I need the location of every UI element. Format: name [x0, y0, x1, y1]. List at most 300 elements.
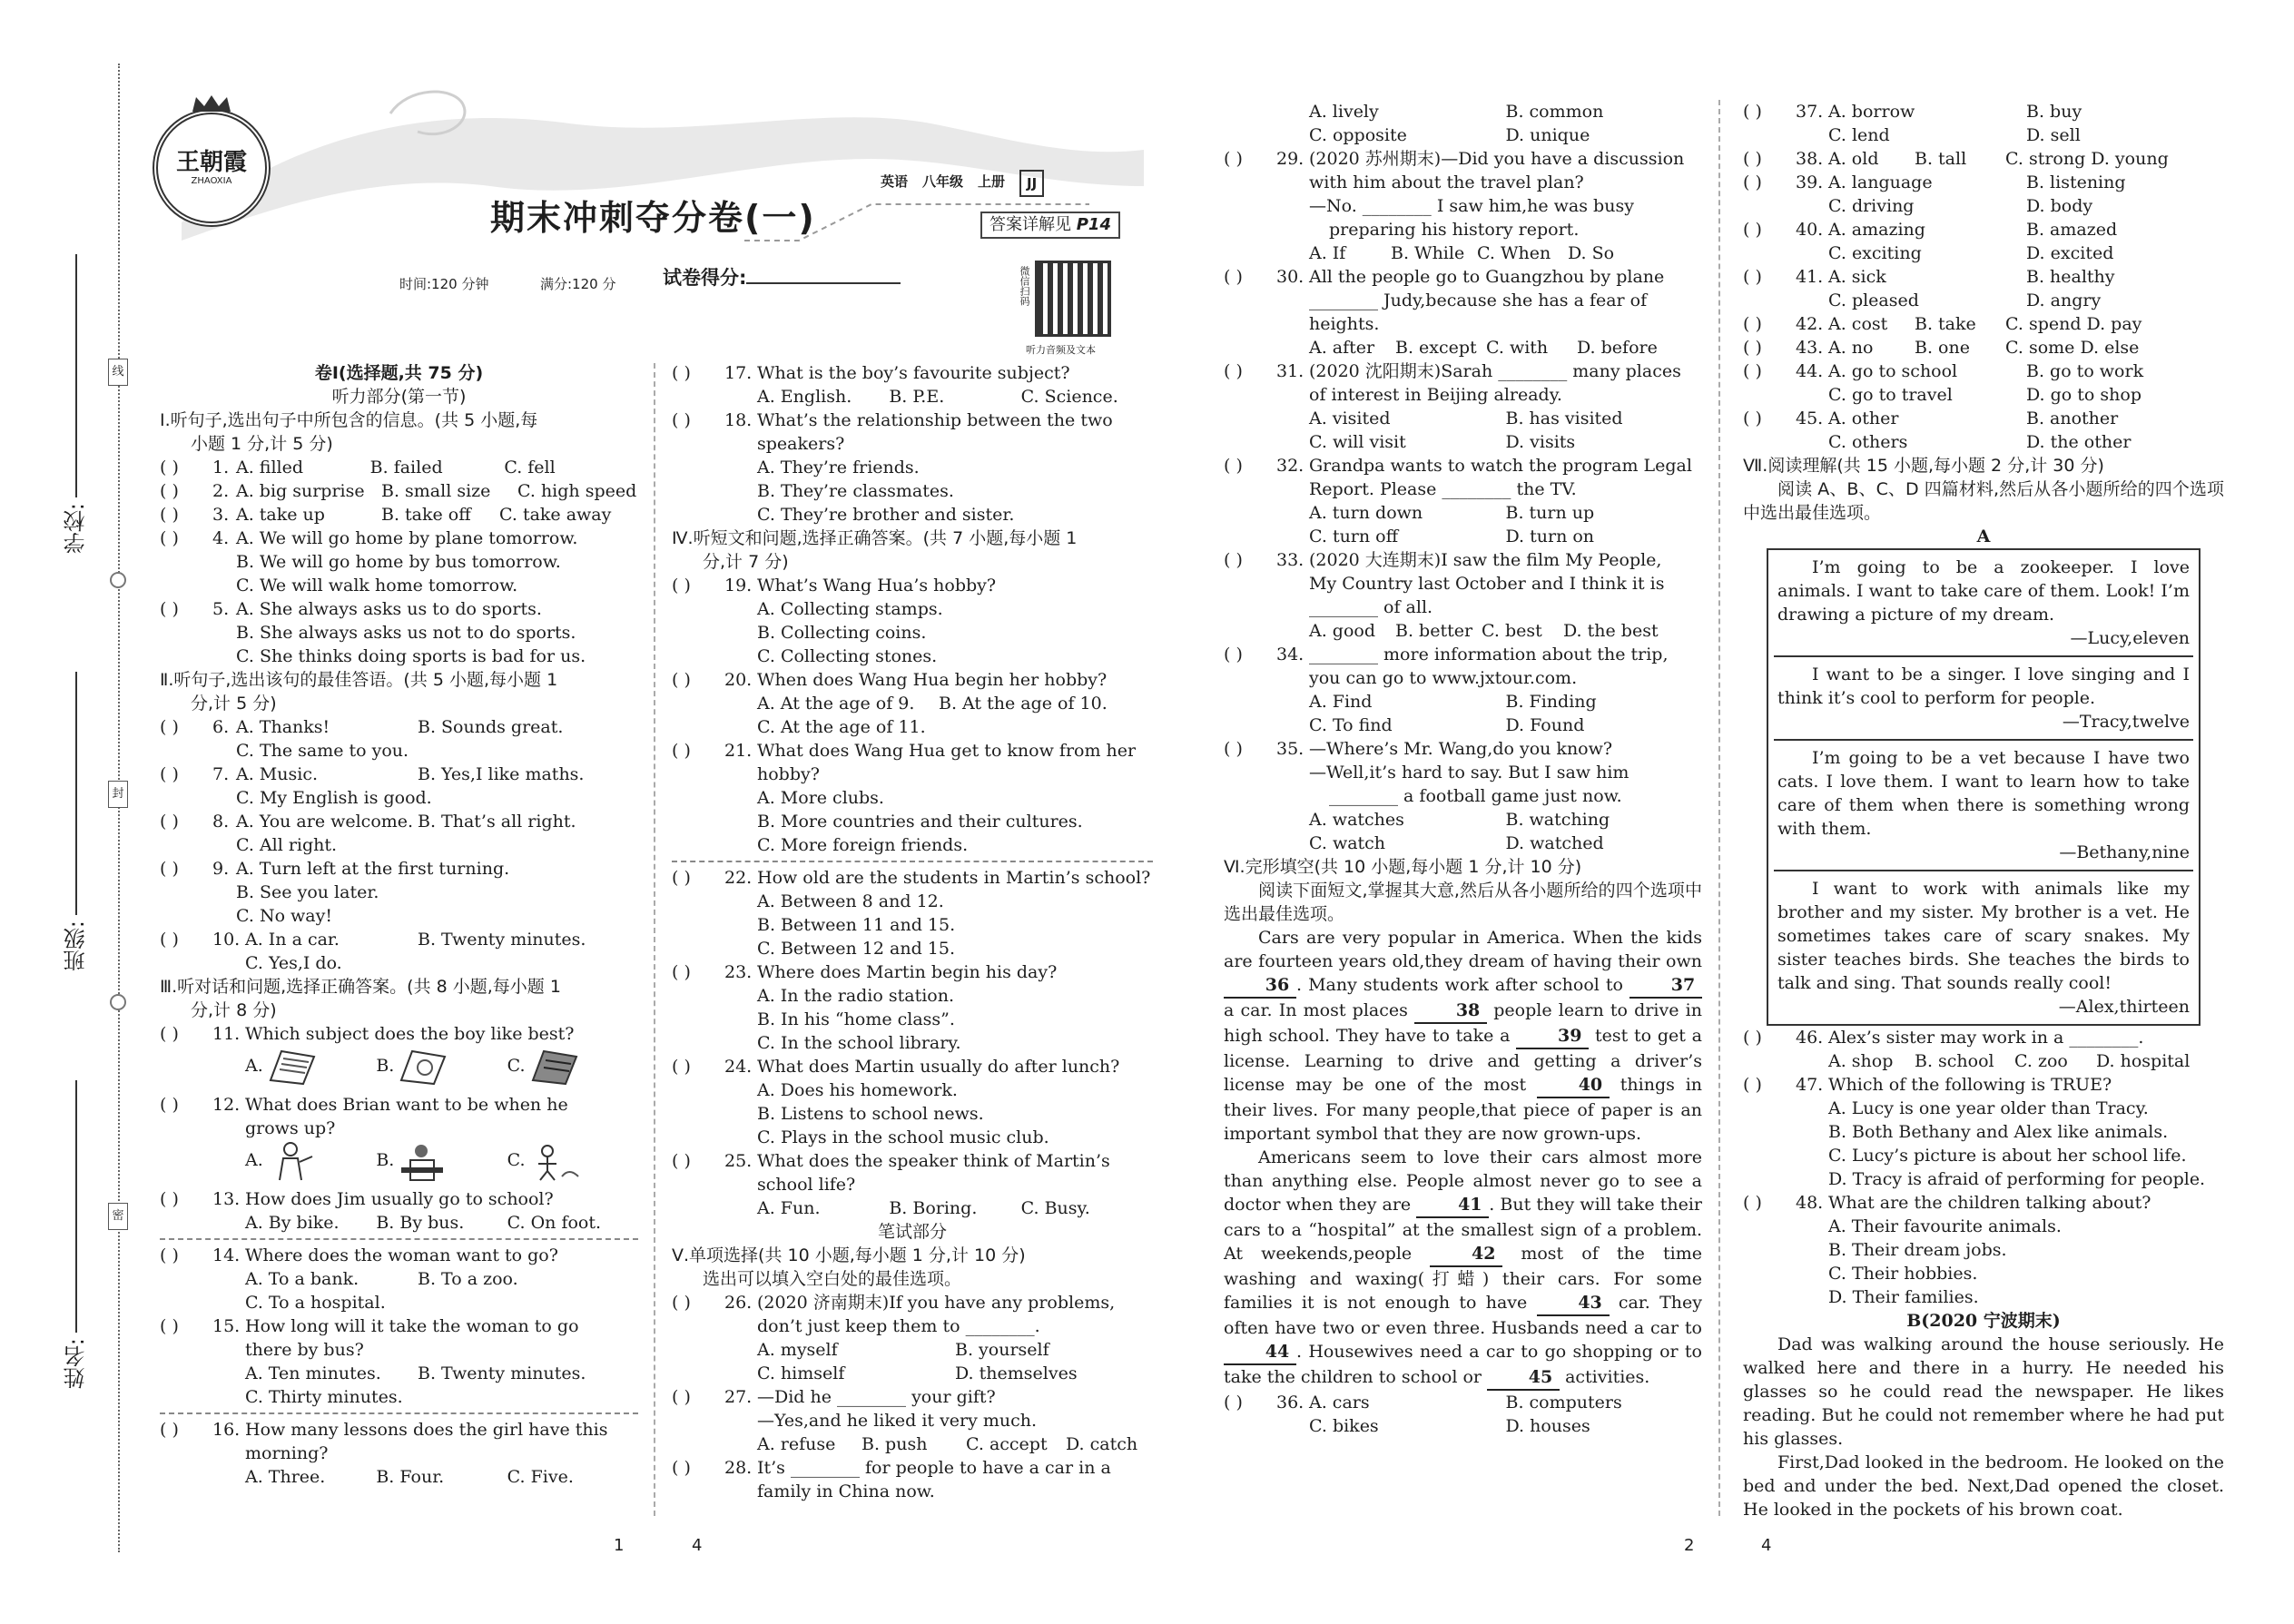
question-35[interactable] — [1224, 737, 1702, 855]
class-field[interactable] — [58, 672, 94, 971]
answer-bracket[interactable]: ( ) — [1743, 220, 1762, 240]
option-c[interactable]: C. Science. — [1020, 387, 1118, 407]
option-a[interactable]: A. You are welcome. — [236, 812, 414, 832]
question-37[interactable] — [1743, 100, 2224, 147]
option-a[interactable]: A. cost — [1828, 314, 1888, 334]
answer-bracket[interactable]: ( ) — [160, 458, 179, 477]
question-39[interactable] — [1743, 171, 2224, 218]
cloze-blank-40[interactable]: 40 — [1537, 1073, 1610, 1098]
option-b[interactable]: B. watching — [1505, 810, 1610, 830]
answer-bracket[interactable]: ( ) — [160, 930, 179, 950]
option-c[interactable]: C. More foreign friends. — [757, 835, 969, 855]
option-b[interactable]: B. take off — [381, 505, 471, 525]
answer-bracket[interactable]: ( ) — [672, 868, 691, 888]
option-a[interactable]: A. Lucy is one year older than Tracy. — [1828, 1098, 2149, 1118]
question-38[interactable] — [1743, 147, 2224, 171]
option-b[interactable]: B. That’s all right. — [418, 812, 576, 832]
option-a[interactable]: A. good — [1309, 621, 1376, 641]
question-45[interactable] — [1743, 407, 2224, 454]
question-26[interactable] — [672, 1291, 1153, 1385]
option-b[interactable]: B. listening — [2026, 172, 2126, 192]
option-b[interactable]: B. except — [1395, 338, 1477, 358]
option-d[interactable]: D. go to shop — [2026, 385, 2141, 405]
option-c[interactable]: C. lend — [1828, 125, 1890, 145]
question-10[interactable] — [160, 928, 638, 975]
answer-bracket[interactable]: ( ) — [1743, 408, 1762, 428]
answer-bracket[interactable]: ( ) — [672, 1387, 691, 1407]
answer-bracket[interactable]: ( ) — [160, 505, 179, 525]
option-c[interactable]: C. watch — [1309, 833, 1386, 853]
question-stem: It’s ________ for people to have a car in a — [757, 1458, 1111, 1478]
option-a[interactable]: A. shop — [1828, 1051, 1894, 1071]
answer-bracket[interactable]: ( ) — [160, 1024, 179, 1044]
option-d[interactable]: D. body — [2026, 196, 2093, 216]
option-d[interactable]: D. Their families. — [1828, 1287, 1979, 1307]
option-d[interactable]: D. unique — [1505, 125, 1590, 145]
option-d[interactable]: D. watched — [1505, 833, 1604, 853]
option-b[interactable]: B. amazed — [2026, 220, 2118, 240]
q-number: 5. — [212, 599, 230, 619]
option-b[interactable] — [376, 1046, 507, 1088]
option-b[interactable]: B. Yes,I like maths. — [418, 764, 585, 784]
option-d[interactable]: D. houses — [1505, 1416, 1590, 1436]
option-c[interactable]: C. take away — [499, 505, 612, 525]
option-a[interactable]: A. visited — [1309, 408, 1391, 428]
answer-bracket[interactable]: ( ) — [1743, 102, 1762, 122]
option-a[interactable]: A. Find — [1309, 692, 1373, 712]
cloze-blank-45[interactable]: 45 — [1487, 1365, 1560, 1391]
class-blank[interactable] — [75, 672, 77, 915]
answer-bracket[interactable]: ( ) — [672, 1458, 691, 1478]
question-27[interactable] — [672, 1385, 1153, 1456]
option-c[interactable]: C. When — [1477, 243, 1551, 263]
answer-bracket[interactable]: ( ) — [1224, 1393, 1243, 1412]
binding-dotted-line — [118, 64, 120, 1552]
option-a[interactable]: A. sick — [1828, 267, 1886, 287]
option-b[interactable]: B. Finding — [1505, 692, 1597, 712]
qr-label: 微信扫码 — [1019, 266, 1030, 306]
section-6-heading: Ⅵ.完形填空(共 10 小题,每小题 1 分,计 10 分) — [1224, 857, 1582, 877]
option-c[interactable]: C. Busy. — [1020, 1198, 1090, 1218]
paper-score-label — [663, 266, 901, 290]
quote-text: I’m going to be a vet because I have two cats. I love them. I want to learn how to take care of them when there is something wrong with them. — [1777, 748, 2190, 839]
option-a[interactable]: A. myself — [757, 1340, 838, 1360]
answer-bracket[interactable]: ( ) — [1224, 267, 1243, 287]
option-b[interactable]: B. small size — [381, 481, 491, 501]
option-b[interactable]: B. push — [861, 1434, 928, 1454]
answer-bracket[interactable]: ( ) — [160, 717, 179, 737]
option-a[interactable]: A. In the radio station. — [757, 986, 955, 1006]
option-a[interactable]: A. Fun. — [757, 1198, 821, 1218]
option-c[interactable]: C. At the age of 11. — [757, 717, 926, 737]
option-c[interactable] — [507, 1046, 638, 1088]
option-a[interactable]: A. no — [1828, 338, 1874, 358]
question-42[interactable] — [1743, 312, 2224, 336]
answer-bracket[interactable]: ( ) — [160, 599, 179, 619]
question-34[interactable] — [1224, 643, 1702, 737]
option-a[interactable]: A. Does his homework. — [757, 1080, 958, 1100]
question-2[interactable] — [160, 479, 638, 503]
cloze-blank-36[interactable]: 36 — [1224, 973, 1296, 999]
answer-bracket[interactable]: ( ) — [160, 1095, 179, 1115]
option-c[interactable] — [507, 1140, 638, 1187]
option-c[interactable]: C. himself — [757, 1363, 845, 1383]
answer-bracket[interactable]: ( ) — [1743, 1193, 1762, 1213]
cloze-blank-42[interactable]: 42 — [1430, 1242, 1502, 1267]
option-b[interactable]: B. To a zoo. — [418, 1269, 518, 1289]
question-20[interactable] — [672, 668, 1153, 739]
option-c[interactable]: C. My English is good. — [236, 788, 432, 808]
option-d[interactable]: D. excited — [2026, 243, 2114, 263]
answer-bracket[interactable]: ( ) — [1743, 172, 1762, 192]
question-25[interactable] — [672, 1149, 1153, 1220]
question-5[interactable] — [160, 597, 638, 668]
answer-bracket[interactable]: ( ) — [160, 528, 179, 548]
answer-bracket[interactable]: ( ) — [160, 812, 179, 832]
question-7[interactable] — [160, 763, 638, 810]
question-14[interactable] — [160, 1244, 638, 1314]
question-32[interactable] — [1224, 454, 1702, 548]
answer-bracket[interactable]: ( ) — [1743, 1075, 1762, 1095]
option-c[interactable]: C. Their hobbies. — [1828, 1264, 1978, 1284]
question-11[interactable] — [160, 1022, 638, 1093]
question-1[interactable] — [160, 456, 638, 479]
option-b[interactable]: B. common — [1505, 102, 1604, 122]
question-stem: preparing his history report. — [1329, 220, 1580, 240]
option-d[interactable]: D. catch — [1066, 1434, 1138, 1454]
option-b[interactable]: B. has visited — [1505, 408, 1623, 428]
answer-bracket[interactable]: ( ) — [160, 1245, 179, 1265]
answer-bracket[interactable]: ( ) — [1743, 338, 1762, 358]
option-b[interactable]: B. By bus. — [376, 1213, 465, 1233]
question-28[interactable] — [672, 1456, 1153, 1503]
option-c[interactable]: C. Thirty minutes. — [245, 1387, 403, 1407]
question-16[interactable] — [160, 1418, 638, 1489]
question-stem: you can go to www.jxtour.com. — [1309, 668, 1578, 688]
option-c[interactable]: C. She thinks doing sports is bad for us. — [236, 646, 586, 666]
question-stem: ________ more information about the trip, — [1309, 645, 1669, 664]
option-c[interactable]: C. Lucy’s picture is about her school life. — [1828, 1146, 2187, 1166]
option-d[interactable]: D. else — [2080, 338, 2140, 358]
option-b[interactable]: B. healthy — [2026, 267, 2115, 287]
option-b[interactable]: B. Their dream jobs. — [1828, 1240, 2007, 1260]
option-d[interactable]: D. angry — [2026, 290, 2102, 310]
option-a[interactable]: A. other — [1828, 408, 1899, 428]
option-b[interactable]: B. While — [1391, 243, 1465, 263]
question-47[interactable] — [1743, 1073, 2224, 1191]
option-a[interactable]: A. go to school — [1828, 361, 1958, 381]
option-b[interactable]: B. turn up — [1505, 503, 1595, 523]
answer-bracket[interactable]: ( ) — [672, 363, 691, 383]
question-17[interactable] — [672, 361, 1153, 408]
question-15[interactable] — [160, 1314, 638, 1409]
answer-bracket[interactable]: ( ) — [160, 859, 179, 879]
question-6[interactable] — [160, 715, 638, 763]
answer-bracket[interactable]: ( ) — [1224, 456, 1243, 476]
option-a[interactable]: A. old — [1828, 149, 1879, 169]
option-b[interactable]: B. Collecting coins. — [757, 623, 927, 643]
option-a[interactable] — [245, 1140, 376, 1187]
answer-bracket[interactable]: ( ) — [1743, 314, 1762, 334]
option-a[interactable]: A. after — [1309, 338, 1375, 358]
option-b[interactable]: B. P.E. — [889, 387, 945, 407]
option-a[interactable]: A. lively — [1309, 102, 1379, 122]
answer-bracket[interactable]: ( ) — [1224, 149, 1243, 169]
option-a[interactable]: A. amazing — [1828, 220, 1925, 240]
option-c[interactable]: C. The same to you. — [236, 741, 409, 761]
answer-bracket[interactable]: ( ) — [160, 481, 179, 501]
cloze-blank-38[interactable]: 38 — [1414, 999, 1487, 1024]
option-c[interactable]: C. spend — [2005, 314, 2082, 334]
option-a[interactable]: A. big surprise — [236, 481, 365, 501]
option-b[interactable]: B. Between 11 and 15. — [757, 915, 956, 935]
option-c[interactable]: C. zoo — [2014, 1051, 2068, 1071]
option-b[interactable]: B. one — [1915, 338, 1970, 358]
question-8[interactable] — [160, 810, 638, 857]
option-c[interactable]: C. No way! — [236, 906, 333, 926]
option-c[interactable]: C. They’re brother and sister. — [757, 505, 1015, 525]
option-d[interactable]: D. the other — [2026, 432, 2132, 452]
option-c[interactable]: C. Plays in the school music club. — [757, 1127, 1049, 1147]
question-36[interactable] — [1224, 1391, 1702, 1438]
answer-bracket[interactable]: ( ) — [1224, 361, 1243, 381]
option-a[interactable]: A. They’re friends. — [757, 458, 920, 477]
option-c[interactable]: C. exciting — [1828, 243, 1922, 263]
question-21[interactable] — [672, 739, 1153, 857]
question-12[interactable] — [160, 1093, 638, 1187]
q-number: 25. — [724, 1151, 753, 1171]
answer-bracket[interactable]: ( ) — [160, 764, 179, 784]
option-b[interactable]: B. tall — [1915, 149, 1967, 169]
answer-bracket[interactable]: ( ) — [672, 1151, 691, 1171]
option-c[interactable]: C. On foot. — [507, 1213, 602, 1233]
option-d[interactable]: D. young — [2091, 149, 2169, 169]
answer-bracket[interactable]: ( ) — [1743, 267, 1762, 287]
option-c[interactable]: C. All right. — [236, 835, 338, 855]
school-field[interactable] — [58, 254, 94, 554]
option-a[interactable]: A. We will go home by plane tomorrow. — [236, 528, 578, 548]
option-a[interactable]: A. Collecting stamps. — [757, 599, 943, 619]
school-blank[interactable] — [75, 254, 77, 497]
question-48[interactable] — [1743, 1191, 2224, 1309]
option-d[interactable]: D. themselves — [955, 1363, 1078, 1383]
question-33[interactable] — [1224, 548, 1702, 643]
q2-options — [212, 479, 638, 503]
name-field[interactable] — [58, 1080, 94, 1389]
option-b[interactable]: B. Sounds great. — [418, 717, 564, 737]
section-3-line: 分,计 8 分) — [191, 1000, 277, 1020]
option-a[interactable]: A. If — [1309, 243, 1346, 263]
option-b[interactable]: B. yourself — [955, 1340, 1049, 1360]
option-c[interactable]: C. Between 12 and 15. — [757, 939, 956, 959]
option-b[interactable]: B. See you later. — [236, 882, 379, 902]
option-b[interactable]: B. She always asks us not to do sports. — [236, 623, 576, 643]
question-43[interactable] — [1743, 336, 2224, 359]
option-a[interactable]: A. Between 8 and 12. — [757, 891, 944, 911]
question-44[interactable] — [1743, 359, 2224, 407]
question-3[interactable] — [160, 503, 638, 527]
option-b[interactable]: B. Four. — [376, 1467, 445, 1487]
answer-bracket[interactable]: ( ) — [1743, 361, 1762, 381]
option-b[interactable]: B. take — [1915, 314, 1976, 334]
question-40[interactable] — [1743, 218, 2224, 265]
option-a[interactable]: A. To a bank. — [245, 1269, 359, 1289]
cloze-blank-39[interactable]: 39 — [1516, 1024, 1589, 1049]
question-18[interactable] — [672, 408, 1153, 527]
question-22[interactable] — [672, 866, 1153, 960]
option-c[interactable]: C. go to travel — [1828, 385, 1953, 405]
option-c[interactable]: C. driving — [1828, 196, 1915, 216]
option-b[interactable]: B. Boring. — [889, 1198, 978, 1218]
option-b[interactable] — [376, 1140, 507, 1187]
option-c[interactable]: C. turn off — [1309, 527, 1399, 546]
option-a[interactable]: A. take up — [236, 505, 325, 525]
option-d[interactable]: D. before — [1577, 338, 1658, 358]
passage-text: things in their lives. For many people,that piece of paper is an important symbol that they are now grown-ups. — [1224, 1075, 1703, 1144]
question-30[interactable] — [1224, 265, 1702, 359]
option-c[interactable]: C. fell — [504, 458, 556, 477]
option-b[interactable]: B. failed — [369, 458, 443, 477]
option-d[interactable]: D. hospital — [2096, 1051, 2191, 1071]
option-a[interactable]: A. cars — [1309, 1393, 1370, 1412]
qr-code-icon[interactable] — [1035, 261, 1111, 337]
question-41[interactable] — [1743, 265, 2224, 312]
passage-text: most of the time washing and waxing(打蜡) their cars. For some families it is not enough to have — [1224, 1244, 1702, 1313]
option-a[interactable]: A. watches — [1309, 810, 1404, 830]
option-d[interactable]: D. pay — [2086, 314, 2142, 334]
option-c[interactable]: C. To a hospital. — [245, 1293, 386, 1313]
question-31[interactable] — [1224, 359, 1702, 454]
option-c[interactable]: C. To find — [1309, 715, 1393, 735]
option-a[interactable]: A. refuse — [757, 1434, 836, 1454]
question-23[interactable] — [672, 960, 1153, 1055]
option-a[interactable]: A. English. — [757, 387, 852, 407]
answer-bracket[interactable]: ( ) — [672, 1293, 691, 1313]
cloze-blank-44[interactable]: 44 — [1224, 1340, 1296, 1365]
option-b[interactable]: B. school — [1915, 1051, 1994, 1071]
option-c[interactable]: C. with — [1486, 338, 1549, 358]
answer-bracket[interactable]: ( ) — [160, 1316, 179, 1336]
option-a[interactable]: A. By bike. — [245, 1213, 340, 1233]
option-d[interactable]: D. visits — [1505, 432, 1576, 452]
option-b[interactable]: B. another — [2026, 408, 2119, 428]
option-c[interactable]: C. accept — [966, 1434, 1048, 1454]
option-a[interactable]: A. Their favourite animals. — [1828, 1216, 2062, 1236]
option-c[interactable]: C. bikes — [1309, 1416, 1379, 1436]
name-blank[interactable] — [75, 1080, 77, 1333]
option-a[interactable]: A. Thanks! — [236, 717, 330, 737]
option-b[interactable]: B. better — [1395, 621, 1473, 641]
option-b[interactable]: B. Both Bethany and Alex like animals. — [1828, 1122, 2169, 1142]
answer-bracket[interactable]: ( ) — [672, 962, 691, 982]
answer-bracket[interactable]: ( ) — [672, 410, 691, 430]
option-c[interactable]: C. In the school library. — [757, 1033, 961, 1053]
option-c[interactable]: C. others — [1828, 432, 1908, 452]
option-d[interactable]: D. So — [1568, 243, 1615, 263]
question-19[interactable] — [672, 574, 1153, 668]
option-b[interactable]: B. Twenty minutes. — [418, 1363, 586, 1383]
answer-bracket[interactable]: ( ) — [1224, 739, 1243, 759]
option-b[interactable]: B. go to work — [2026, 361, 2144, 381]
cloze-blank-37[interactable]: 37 — [1629, 973, 1702, 999]
option-b[interactable]: B. In his “home class”. — [757, 1009, 955, 1029]
option-c[interactable]: C. Yes,I do. — [245, 953, 342, 973]
option-b[interactable]: B. We will go home by bus tomorrow. — [236, 552, 561, 572]
q-number: 34. — [1276, 645, 1305, 664]
answer-bracket[interactable]: ( ) — [160, 1420, 179, 1440]
option-a[interactable]: A. More clubs. — [757, 788, 884, 808]
answer-bracket[interactable]: ( ) — [160, 1189, 179, 1209]
option-a[interactable]: A. Turn left at the first turning. — [236, 859, 510, 879]
option-d[interactable]: D. the best — [1563, 621, 1659, 641]
paper-score-blank[interactable] — [746, 266, 901, 284]
option-c[interactable]: C. Collecting stones. — [757, 646, 938, 666]
answer-bracket[interactable]: ( ) — [672, 1057, 691, 1077]
option-a[interactable]: A. language — [1828, 172, 1933, 192]
option-b[interactable]: B. More countries and their cultures. — [757, 812, 1083, 832]
option-b[interactable]: B. Listens to school news. — [757, 1104, 984, 1124]
question-stem: with him about the travel plan? — [1309, 172, 1584, 192]
option-c[interactable]: C. high speed — [517, 481, 637, 501]
answer-bracket[interactable]: ( ) — [1224, 550, 1243, 570]
question-stem: (2020 济南期末)If you have any problems, — [757, 1293, 1116, 1313]
answer-bracket[interactable]: ( ) — [672, 670, 691, 690]
option-d[interactable]: D. turn on — [1505, 527, 1595, 546]
option-b[interactable]: B. At the age of 10. — [939, 694, 1108, 714]
option-c[interactable]: C. We will walk home tomorrow. — [236, 576, 518, 595]
option-a[interactable]: A. Ten minutes. — [245, 1363, 381, 1383]
option-c[interactable]: C. opposite — [1309, 125, 1407, 145]
option-b[interactable]: B. computers — [1505, 1393, 1622, 1412]
option-a[interactable]: A. turn down — [1309, 503, 1423, 523]
option-c[interactable]: C. pleased — [1828, 290, 1919, 310]
section-5-heading: Ⅴ.单项选择(共 10 小题,每小题 1 分,计 10 分) — [672, 1245, 1026, 1265]
question-4[interactable] — [160, 527, 638, 597]
option-a[interactable]: A. At the age of 9. — [757, 694, 915, 714]
question-9[interactable] — [160, 857, 638, 928]
answer-bracket[interactable]: ( ) — [672, 576, 691, 595]
option-c[interactable]: C. Five. — [507, 1467, 574, 1487]
option-a[interactable]: A. filled — [236, 458, 304, 477]
option-d[interactable]: D. Found — [1505, 715, 1585, 735]
option-c[interactable]: C. best — [1482, 621, 1542, 641]
option-b[interactable]: B. buy — [2026, 102, 2082, 122]
option-a[interactable]: A. Three. — [245, 1467, 326, 1487]
option-b[interactable]: B. They’re classmates. — [757, 481, 954, 501]
cloze-blank-41[interactable]: 41 — [1416, 1193, 1489, 1218]
option-a[interactable] — [245, 1046, 376, 1088]
option-c[interactable]: C. will visit — [1309, 432, 1406, 452]
option-a[interactable]: A. Music. — [236, 764, 318, 784]
answer-bracket[interactable]: ( ) — [672, 741, 691, 761]
question-24[interactable] — [672, 1055, 1153, 1149]
option-b[interactable]: B. Twenty minutes. — [418, 930, 586, 950]
question-29[interactable] — [1224, 147, 1702, 265]
question-46[interactable] — [1743, 1026, 2224, 1073]
option-a[interactable]: A. In a car. — [245, 930, 340, 950]
option-d[interactable]: D. sell — [2026, 125, 2081, 145]
question-13[interactable] — [160, 1187, 638, 1235]
option-c[interactable]: C. some — [2005, 338, 2075, 358]
answer-bracket[interactable]: ( ) — [1224, 645, 1243, 664]
answer-bracket[interactable]: ( ) — [1743, 1028, 1762, 1048]
option-c[interactable]: C. strong — [2005, 149, 2086, 169]
cloze-blank-43[interactable]: 43 — [1537, 1291, 1610, 1316]
option-a[interactable]: A. She always asks us to do sports. — [236, 599, 542, 619]
option-a[interactable]: A. borrow — [1828, 102, 1915, 122]
answer-bracket[interactable]: ( ) — [1743, 149, 1762, 169]
option-d[interactable]: D. Tracy is afraid of performing for people. — [1828, 1169, 2206, 1189]
